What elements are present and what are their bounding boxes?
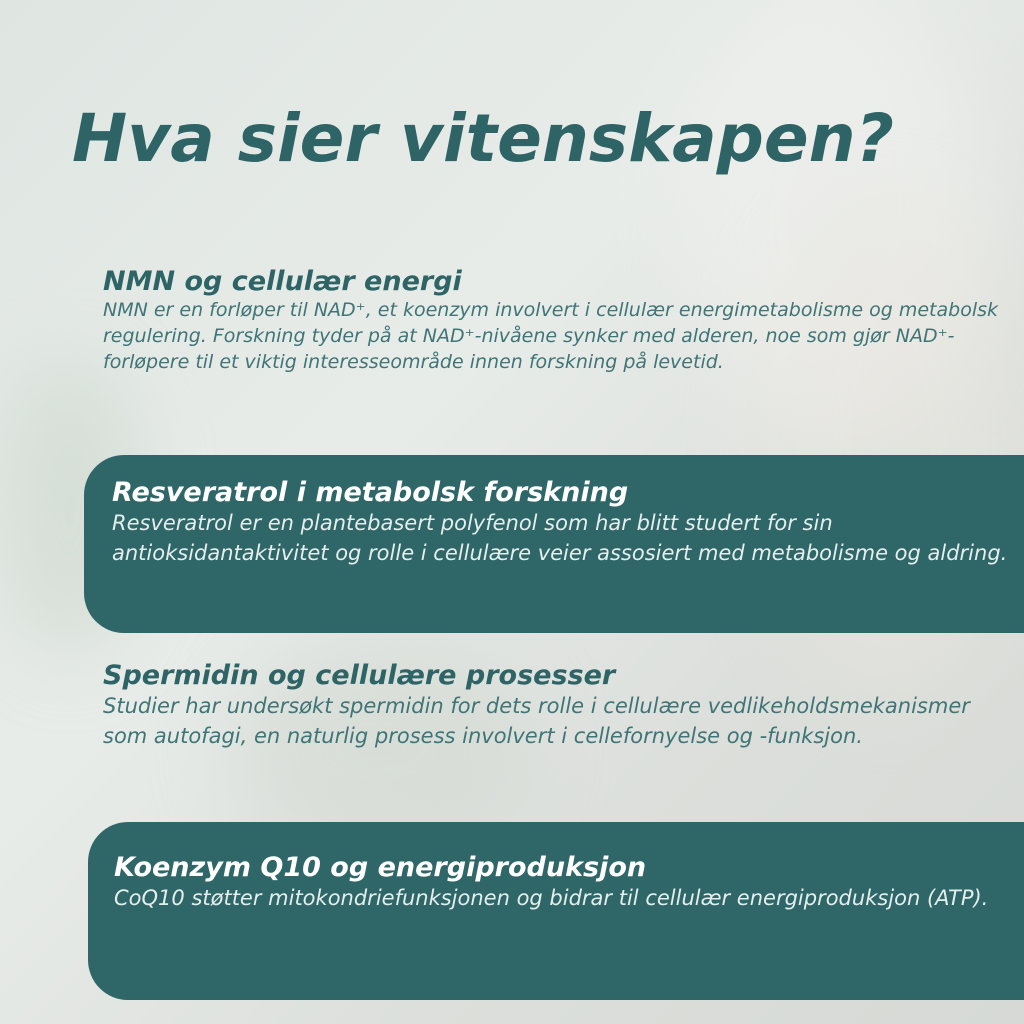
section-body: Resveratrol er en plantebasert polyfenol som har blitt studert for sin antioksidantaktivitet og rolle i cellulære veier assosiert med metabolisme og aldring. (112, 511, 1008, 565)
section-nmn (103, 266, 1003, 375)
page-title: Hva sier vitenskapen? (72, 100, 894, 177)
section-heading: Resveratrol i metabolsk forskning (112, 477, 629, 508)
section-heading: Koenzym Q10 og energiproduksjon (114, 852, 647, 883)
section-spermidin (103, 660, 1003, 751)
section-body: NMN er en forløper til NAD⁺, et koenzym involvert i cellulær energimetabolisme og metabolsk regulering. Forskning tyder på at NAD⁺-nivåene synker med alderen, noe som gjør NAD⁺-forløpere til et viktig interesseområde innen forskning på levetid. (103, 299, 999, 373)
section-coq10 (88, 822, 1024, 1000)
section-heading: Spermidin og cellulære prosesser (103, 660, 616, 691)
section-body: Studier har undersøkt spermidin for dets rolle i cellulære vedlikeholdsmekanismer som autofagi, en naturlig prosess involvert i cellefornyelse og -funksjon. (103, 694, 970, 748)
section-body: CoQ10 støtter mitokondriefunksjonen og bidrar til cellulær energiproduksjon (ATP). (114, 886, 989, 910)
section-resveratrol (84, 455, 1024, 633)
section-heading: NMN og cellulær energi (103, 266, 462, 297)
